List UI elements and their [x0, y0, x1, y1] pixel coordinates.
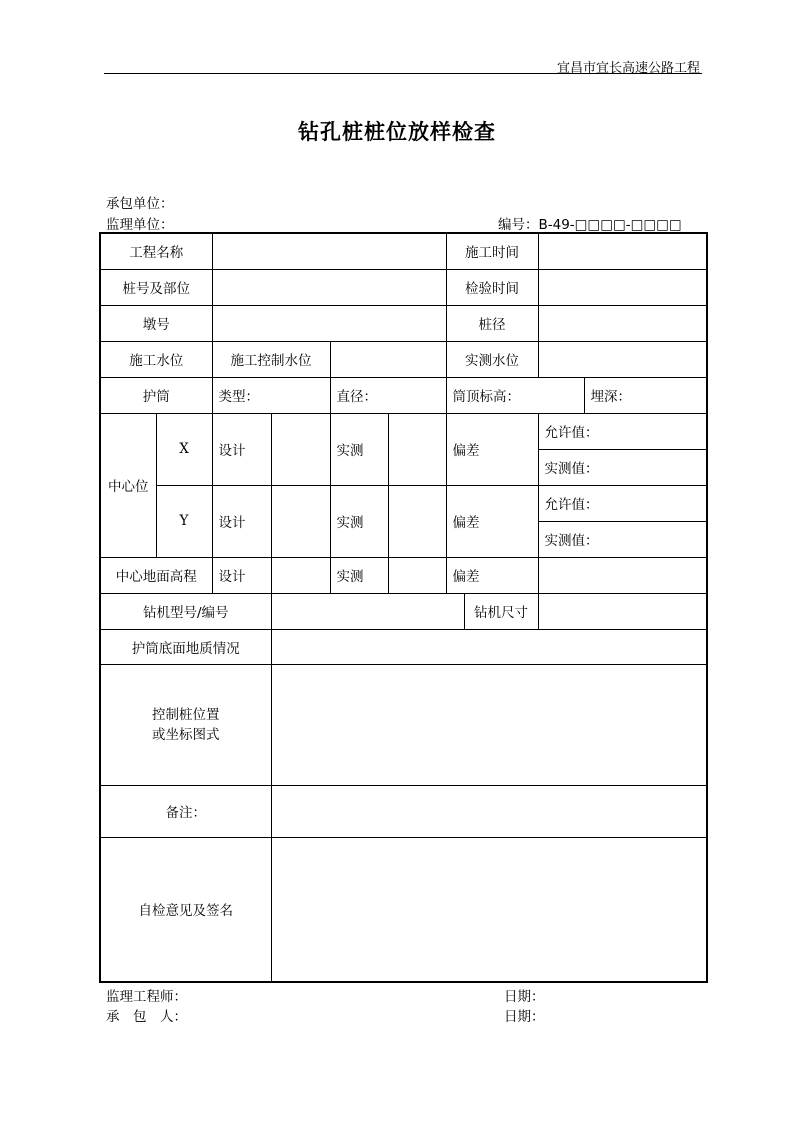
table-row	[100, 485, 707, 521]
x-axis-label: X	[156, 413, 212, 485]
table-row	[100, 557, 707, 593]
pier-no-label: 墩号	[100, 305, 212, 341]
elevation-design-value[interactable]	[271, 557, 330, 593]
table-row	[100, 305, 707, 341]
self-check-label: 自检意见及签名	[100, 837, 271, 982]
x-measured-value-label: 实测值：	[538, 449, 707, 485]
drill-size-value[interactable]	[538, 593, 707, 629]
control-pile-position-value[interactable]	[271, 664, 707, 785]
drill-model-value[interactable]	[271, 593, 464, 629]
control-water-level-value[interactable]	[330, 341, 446, 377]
table-row	[100, 664, 707, 785]
code-label: 编号：B-49-□□□□-□□□□	[498, 217, 682, 233]
date-label-2: 日期：	[504, 1009, 545, 1025]
y-allowed-value: 允许值：	[538, 485, 707, 521]
pile-location-value[interactable]	[212, 269, 446, 305]
pier-no-value[interactable]	[212, 305, 446, 341]
elevation-deviation-label: 偏差	[446, 557, 538, 593]
supervisor-label: 监理单位：	[106, 217, 174, 233]
construction-time-value[interactable]	[538, 233, 707, 269]
x-measured-value[interactable]	[388, 413, 446, 485]
construction-water-level-label: 施工水位	[100, 341, 212, 377]
table-row	[100, 785, 707, 837]
center-position-label: 中心位	[100, 413, 156, 557]
x-design-label: 设计	[212, 413, 271, 485]
elevation-measured-value[interactable]	[388, 557, 446, 593]
measured-water-level-label: 实测水位	[446, 341, 538, 377]
project-name-label: 工程名称	[100, 233, 212, 269]
elevation-design-label: 设计	[212, 557, 271, 593]
center-ground-elevation-label: 中心地面高程	[100, 557, 212, 593]
table-row	[100, 233, 707, 269]
table-row	[100, 593, 707, 629]
x-design-value[interactable]	[271, 413, 330, 485]
y-design-label: 设计	[212, 485, 271, 557]
x-allowed-value: 允许值：	[538, 413, 707, 449]
y-measured-label: 实测	[330, 485, 388, 557]
pile-location-label: 桩号及部位	[100, 269, 212, 305]
control-pile-position-label	[100, 664, 271, 785]
contractor-signature-label: 承 包 人：	[106, 1009, 187, 1025]
date-label-1: 日期：	[504, 989, 545, 1005]
project-name-value[interactable]	[212, 233, 446, 269]
elevation-measured-label: 实测	[330, 557, 388, 593]
table-row	[100, 629, 707, 664]
inspection-time-label: 检验时间	[446, 269, 538, 305]
contractor-label: 承包单位：	[106, 196, 174, 212]
y-design-value[interactable]	[271, 485, 330, 557]
casing-bottom-geology-label: 护筒底面地质情况	[100, 629, 271, 664]
y-axis-label: Y	[156, 485, 212, 557]
construction-time-label: 施工时间	[446, 233, 538, 269]
x-measured-label: 实测	[330, 413, 388, 485]
table-row	[100, 377, 707, 413]
control-pile-position-line-1: 控制桩位置	[152, 706, 220, 723]
drill-size-label: 钻机尺寸	[464, 593, 538, 629]
remarks-label: 备注：	[100, 785, 271, 837]
casing-label: 护筒	[100, 377, 212, 413]
y-measured-value-label: 实测值：	[538, 521, 707, 557]
document-title: 钻孔桩桩位放样检查	[298, 119, 496, 144]
self-check-value[interactable]	[271, 837, 707, 982]
control-pile-position-line-2: 或坐标图式	[152, 726, 220, 743]
y-deviation-label: 偏差	[446, 485, 538, 557]
measured-water-level-value[interactable]	[538, 341, 707, 377]
elevation-deviation-value[interactable]	[538, 557, 707, 593]
casing-type-label: 类型：	[212, 377, 330, 413]
casing-diameter-label: 直径：	[330, 377, 446, 413]
inspection-form-table	[99, 232, 708, 983]
remarks-value[interactable]	[271, 785, 707, 837]
table-row	[100, 837, 707, 982]
supervising-engineer-label: 监理工程师：	[106, 989, 187, 1005]
table-row	[100, 413, 707, 449]
casing-top-elevation-label: 筒顶标高：	[446, 377, 584, 413]
y-measured-value[interactable]	[388, 485, 446, 557]
inspection-time-value[interactable]	[538, 269, 707, 305]
casing-burial-depth-label: 埋深：	[584, 377, 707, 413]
pile-diameter-value[interactable]	[538, 305, 707, 341]
x-deviation-label: 偏差	[446, 413, 538, 485]
header-rule	[104, 73, 702, 74]
drill-model-label: 钻机型号/编号	[100, 593, 271, 629]
casing-bottom-geology-value[interactable]	[271, 629, 707, 664]
table-row	[100, 341, 707, 377]
control-water-level-label: 施工控制水位	[212, 341, 330, 377]
project-header: 宜昌市宜长高速公路工程	[556, 61, 700, 76]
table-row	[100, 269, 707, 305]
pile-diameter-label: 桩径	[446, 305, 538, 341]
